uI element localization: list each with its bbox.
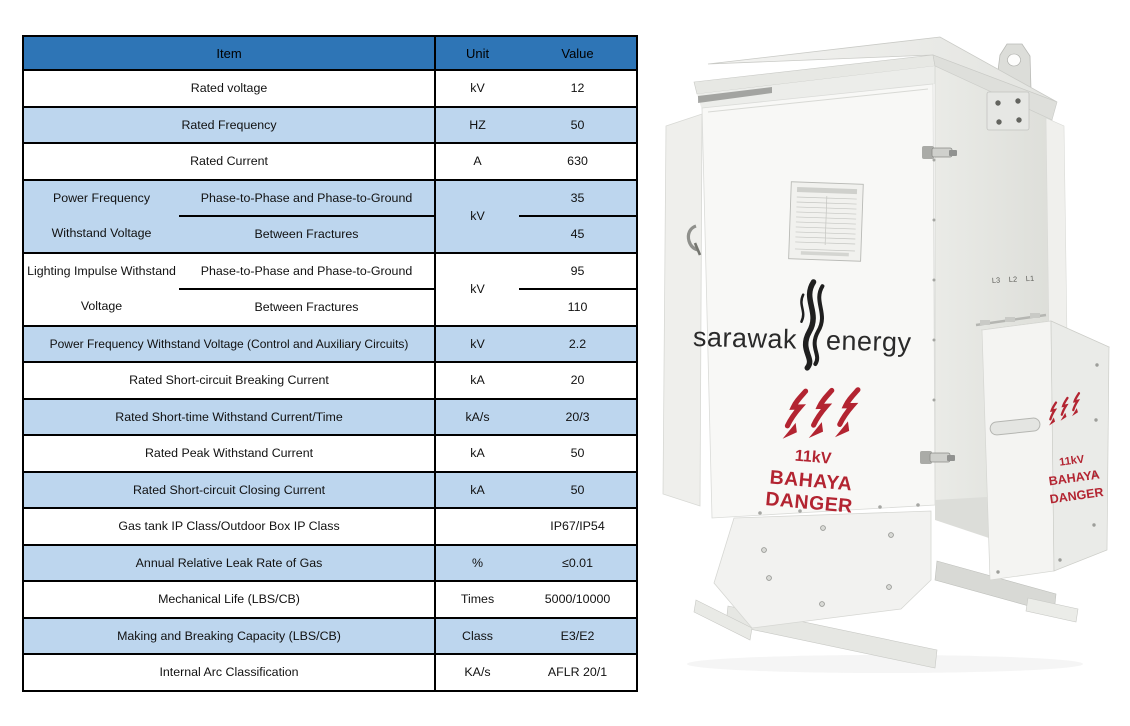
spec-item-cell: Rated Short-circuit Breaking Current xyxy=(23,362,435,399)
spec-value-cell: ≤0.01 xyxy=(519,545,637,582)
spec-value-cell: AFLR 20/1 xyxy=(519,654,637,691)
spec-item-cell: Rated Short-time Withstand Current/Time xyxy=(23,399,435,436)
table-row xyxy=(23,618,637,655)
spec-value-cell: 95 xyxy=(519,253,637,290)
col-header-value: Value xyxy=(519,36,637,70)
compartment-front-face xyxy=(982,321,1054,580)
spec-value-cell: 110 xyxy=(519,289,637,326)
spec-item-cell: Rated Frequency xyxy=(23,107,435,144)
hinge-plate xyxy=(987,92,1029,130)
spec-value-cell: 50 xyxy=(519,472,637,509)
spec-unit-cell: kA xyxy=(435,435,519,472)
compartment-right-face xyxy=(1048,321,1109,571)
spec-item-cell: Rated Short-circuit Closing Current xyxy=(23,472,435,509)
spec-value-cell: 20/3 xyxy=(519,399,637,436)
spec-value-cell: 20 xyxy=(519,362,637,399)
spec-table xyxy=(22,35,638,692)
spec-subitem-cell: Between Fractures xyxy=(179,216,435,253)
table-row xyxy=(23,581,637,618)
spec-value-cell: 45 xyxy=(519,216,637,253)
spec-unit-cell: A xyxy=(435,143,519,180)
spec-group-cell: Power Frequency Withstand Voltage xyxy=(23,180,179,253)
spec-item-cell: Rated Current xyxy=(23,143,435,180)
spec-group-cell: Lighting Impulse Withstand Voltage xyxy=(23,253,179,326)
phase-label: L1 xyxy=(1025,273,1035,284)
table-row xyxy=(23,545,637,582)
col-header-item: Item xyxy=(23,36,435,70)
spec-value-cell: 12 xyxy=(519,70,637,107)
phase-label: L2 xyxy=(1008,274,1018,285)
compartment-warning-voltage: 11kV xyxy=(1058,453,1086,469)
warning-bahaya: BAHAYA xyxy=(768,466,854,496)
table-row xyxy=(23,654,637,691)
warning-danger: DANGER xyxy=(764,488,854,518)
table-row xyxy=(23,326,637,363)
spec-subitem-cell: Phase-to-Phase and Phase-to-Ground xyxy=(179,253,435,290)
spec-subitem-cell: Between Fractures xyxy=(179,289,435,326)
spec-item-cell: Making and Breaking Capacity (LBS/CB) xyxy=(23,618,435,655)
phase-label: L3 xyxy=(991,275,1001,285)
spec-item-cell: Gas tank IP Class/Outdoor Box IP Class xyxy=(23,508,435,545)
spec-item-cell: Power Frequency Withstand Voltage (Control and Auxiliary Circuits) xyxy=(23,326,435,363)
brand-text-left: sarawak xyxy=(692,321,798,355)
spec-unit-cell xyxy=(435,508,519,545)
spec-item-cell: Internal Arc Classification xyxy=(23,654,435,691)
spec-unit-cell: Times xyxy=(435,581,519,618)
table-row xyxy=(23,143,637,180)
table-row xyxy=(23,180,637,217)
table-row xyxy=(23,472,637,509)
spec-item-cell: Mechanical Life (LBS/CB) xyxy=(23,581,435,618)
compartment-warning-bahaya: BAHAYA xyxy=(1047,467,1101,489)
spec-unit-cell: kV xyxy=(435,253,519,326)
spec-value-cell: IP67/IP54 xyxy=(519,508,637,545)
spec-unit-cell: kV xyxy=(435,326,519,363)
spec-unit-cell: HZ xyxy=(435,107,519,144)
table-row xyxy=(23,435,637,472)
spec-unit-cell: kV xyxy=(435,180,519,253)
equipment-photo xyxy=(650,0,1130,726)
rear-corner-pillar xyxy=(1046,118,1067,340)
spec-value-cell: 630 xyxy=(519,143,637,180)
spec-value-cell: 50 xyxy=(519,107,637,144)
spec-unit-cell: % xyxy=(435,545,519,582)
spec-subitem-cell: Phase-to-Phase and Phase-to-Ground xyxy=(179,180,435,217)
brand-text-right: energy xyxy=(825,325,912,358)
warning-voltage: 11kV xyxy=(794,447,833,468)
nameplate-label xyxy=(789,182,864,261)
spec-unit-cell: kA/s xyxy=(435,399,519,436)
spec-value-cell: 5000/10000 xyxy=(519,581,637,618)
table-row xyxy=(23,107,637,144)
spec-value-cell: 50 xyxy=(519,435,637,472)
spec-value-cell: E3/E2 xyxy=(519,618,637,655)
col-header-unit: Unit xyxy=(435,36,519,70)
spec-unit-cell: Class xyxy=(435,618,519,655)
left-side-panel xyxy=(663,114,702,506)
table-row xyxy=(23,362,637,399)
spec-value-cell: 2.2 xyxy=(519,326,637,363)
spec-unit-cell: KA/s xyxy=(435,654,519,691)
spec-unit-cell: kV xyxy=(435,70,519,107)
spec-unit-cell: kA xyxy=(435,472,519,509)
compartment-warning-danger: DANGER xyxy=(1048,485,1105,507)
table-row xyxy=(23,508,637,545)
spec-item-cell: Annual Relative Leak Rate of Gas xyxy=(23,545,435,582)
header-row xyxy=(23,36,637,70)
table-row xyxy=(23,253,637,290)
side-compartment xyxy=(982,321,1109,580)
table-row xyxy=(23,70,637,107)
spec-unit-cell: kA xyxy=(435,362,519,399)
spec-item-cell: Rated Peak Withstand Current xyxy=(23,435,435,472)
spec-item-cell: Rated voltage xyxy=(23,70,435,107)
spec-value-cell: 35 xyxy=(519,180,637,217)
table-row xyxy=(23,399,637,436)
